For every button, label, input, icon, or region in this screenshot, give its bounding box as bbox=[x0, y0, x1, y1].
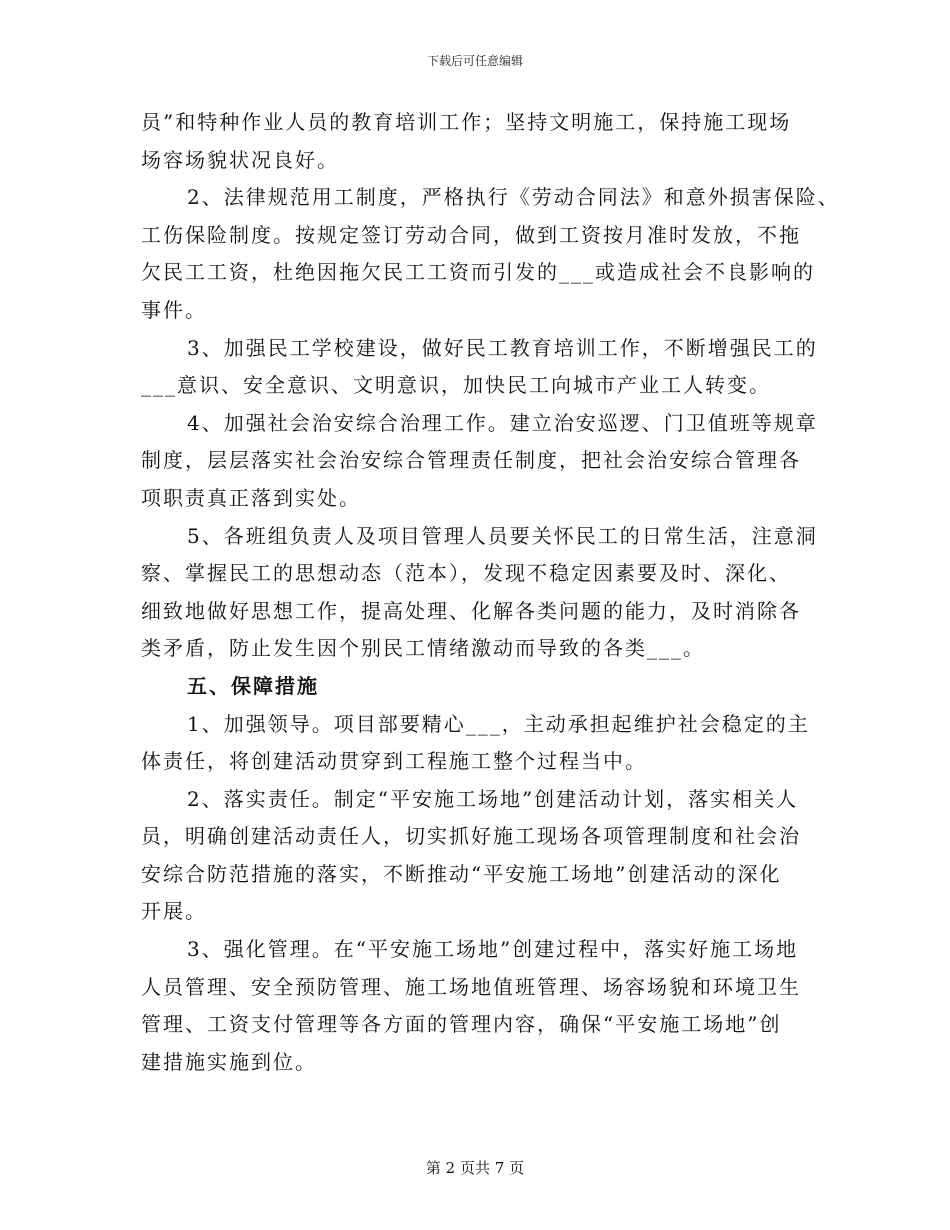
paragraph-start-line: 3、强化管理。在“平安施工场地”创建过程中，落实好施工场地 bbox=[187, 937, 799, 962]
body-line: ___意识、安全意识、文明意识，加快民工向城市产业工人转变。 bbox=[141, 373, 771, 398]
page-footer: 第 2 页共 7 页 bbox=[425, 1159, 525, 1177]
body-line: 场容场貌状况良好。 bbox=[141, 147, 339, 172]
body-line: 管理、工资支付管理等各方面的管理内容，确保“平安施工场地”创 bbox=[141, 1012, 782, 1037]
body-line: 类矛盾，防止发生因个别民工情绪激动而导致的各类___。 bbox=[141, 636, 705, 661]
body-line: 开展。 bbox=[141, 899, 207, 924]
body-line: 细致地做好思想工作，提高处理、化解各类问题的能力，及时消除各 bbox=[141, 598, 801, 623]
document-body bbox=[141, 104, 840, 1081]
paragraph-start-line: 4、加强社会治安综合治理工作。建立治安巡逻、门卫值班等规章 bbox=[187, 410, 818, 435]
paragraph-start-line: 3、加强民工学校建设，做好民工教育培训工作，不断增强民工的 bbox=[187, 335, 818, 360]
page-header: 下载后可任意编辑 bbox=[426, 54, 523, 68]
body-line: 项职责真正落到实处。 bbox=[141, 485, 361, 510]
body-line: 建措施实施到位。 bbox=[141, 1049, 317, 1074]
body-line: 员，明确创建活动责任人，切实抓好施工现场各项管理制度和社会治 bbox=[141, 824, 801, 849]
section-heading: 五、保障措施 bbox=[187, 673, 319, 698]
paragraph-start-line: 5、各班组负责人及项目管理人员要关怀民工的日常生活，注意洞 bbox=[187, 523, 818, 548]
paragraph-start-line: 2、法律规范用工制度，严格执行《劳动合同法》和意外损害保险、 bbox=[187, 185, 840, 210]
body-line: 员”和特种作业人员的教育培训工作；坚持文明施工，保持施工现场 bbox=[141, 110, 792, 134]
body-line: 工伤保险制度。按规定签订劳动合同，做到工资按月准时发放，不拖 bbox=[141, 222, 801, 247]
body-line: 事件。 bbox=[141, 297, 207, 322]
body-line: 安综合防范措施的落实，不断推动“平安施工场地”创建活动的深化 bbox=[141, 861, 782, 886]
body-line: 欠民工工资，杜绝因拖欠民工工资而引发的___或造成社会不良影响的 bbox=[141, 260, 815, 285]
paragraph-start-line: 2、落实责任。制定“平安施工场地”创建活动计划，落实相关人 bbox=[187, 786, 799, 811]
body-line: 体责任，将创建活动贯穿到工程施工整个过程当中。 bbox=[141, 749, 647, 774]
paragraph-start-line: 1、加强领导。项目部要精心___，主动承担起维护社会稳定的主 bbox=[187, 711, 810, 736]
body-line: 察、掌握民工的思想动态（范本），发现不稳定因素要及时、深化、 bbox=[141, 561, 791, 586]
body-line: 人员管理、安全预防管理、施工场地值班管理、场容场貌和环境卫生 bbox=[141, 974, 801, 999]
body-line: 制度，层层落实社会治安综合管理责任制度，把社会治安综合管理各 bbox=[141, 448, 801, 473]
